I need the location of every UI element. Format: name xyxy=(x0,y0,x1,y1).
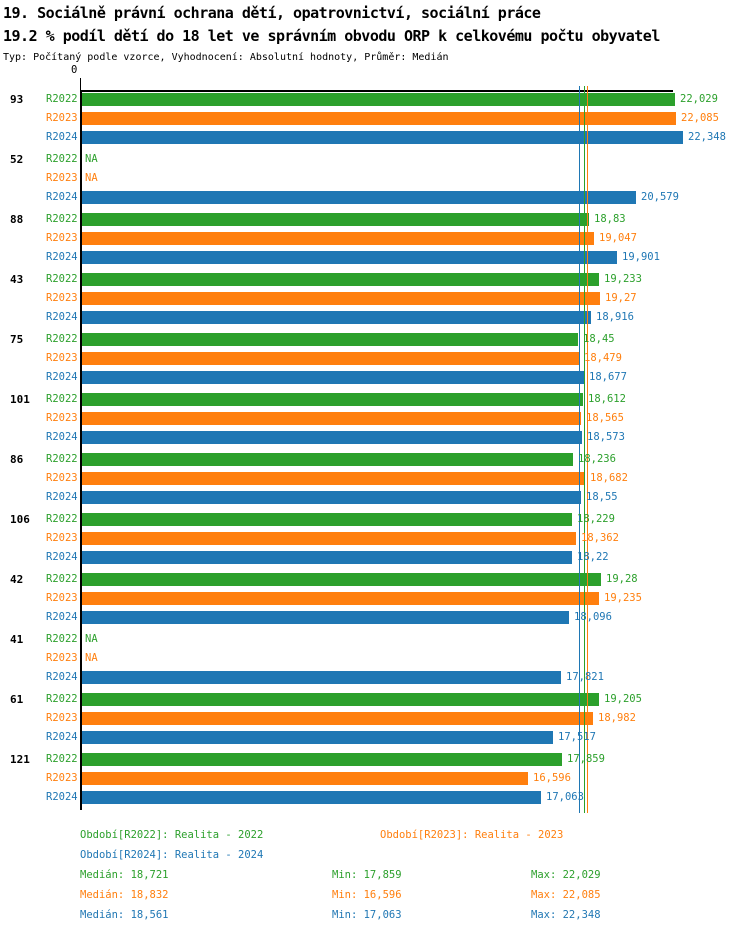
bar-value-label: 22,085 xyxy=(681,112,719,124)
legend-median: Medián: 18,832 xyxy=(80,889,169,901)
group-label: 42 xyxy=(10,573,24,586)
series-row-label: R2024 xyxy=(46,491,78,503)
bar-na-label: NA xyxy=(85,172,98,184)
series-row-label: R2022 xyxy=(46,273,78,285)
bar-value-label: 18,55 xyxy=(586,491,618,503)
bar xyxy=(82,532,576,545)
bar-value-label: 22,348 xyxy=(688,131,726,143)
series-row-label: R2022 xyxy=(46,93,78,105)
bar xyxy=(82,513,572,526)
bar-value-label: 16,596 xyxy=(533,772,571,784)
series-row-label: R2023 xyxy=(46,592,78,604)
bar xyxy=(82,491,581,504)
legend-min: Min: 16,596 xyxy=(332,889,402,901)
bar xyxy=(82,273,599,286)
series-row-label: R2023 xyxy=(46,772,78,784)
group-label: 75 xyxy=(10,333,24,346)
legend-median: Medián: 18,721 xyxy=(80,869,169,881)
bar xyxy=(82,333,578,346)
series-row-label: R2022 xyxy=(46,453,78,465)
series-row-label: R2023 xyxy=(46,172,78,184)
bar-value-label: 17,821 xyxy=(566,671,604,683)
bar xyxy=(82,573,601,586)
median-line xyxy=(587,86,588,813)
bar xyxy=(82,292,600,305)
group-label: 88 xyxy=(10,213,24,226)
series-row-label: R2024 xyxy=(46,611,78,623)
legend-max: Max: 22,085 xyxy=(531,889,601,901)
series-row-label: R2024 xyxy=(46,371,78,383)
legend-period-r2023: Období[R2023]: Realita - 2023 xyxy=(380,829,564,841)
bar xyxy=(82,371,584,384)
series-row-label: R2024 xyxy=(46,191,78,203)
group-label: 61 xyxy=(10,693,24,706)
bar-value-label: 19,047 xyxy=(599,232,637,244)
bar xyxy=(82,791,541,804)
series-row-label: R2022 xyxy=(46,573,78,585)
series-row-label: R2023 xyxy=(46,352,78,364)
group-label: 121 xyxy=(10,753,30,766)
series-row-label: R2023 xyxy=(46,472,78,484)
bar xyxy=(82,213,589,226)
bar-value-label: 19,205 xyxy=(604,693,642,705)
bar-value-label: 19,233 xyxy=(604,273,642,285)
bar-value-label: 18,22 xyxy=(577,551,609,563)
bar xyxy=(82,693,599,706)
series-row-label: R2022 xyxy=(46,333,78,345)
bar xyxy=(82,611,569,624)
bar-na-label: NA xyxy=(85,153,98,165)
legend-max: Max: 22,029 xyxy=(531,869,601,881)
series-row-label: R2024 xyxy=(46,431,78,443)
bar xyxy=(82,412,581,425)
group-label: 86 xyxy=(10,453,24,466)
series-row-label: R2023 xyxy=(46,292,78,304)
bar xyxy=(82,453,573,466)
bar-na-label: NA xyxy=(85,633,98,645)
bar xyxy=(82,431,582,444)
bar xyxy=(82,472,585,485)
bar xyxy=(82,311,591,324)
group-label: 106 xyxy=(10,513,30,526)
bar-value-label: 18,45 xyxy=(583,333,615,345)
bar-value-label: 18,573 xyxy=(587,431,625,443)
bar xyxy=(82,232,594,245)
group-label: 93 xyxy=(10,93,24,106)
bar-value-label: 19,235 xyxy=(604,592,642,604)
bar-value-label: 18,362 xyxy=(581,532,619,544)
legend-min: Min: 17,859 xyxy=(332,869,402,881)
bar-value-label: 18,682 xyxy=(590,472,628,484)
series-row-label: R2024 xyxy=(46,251,78,263)
bar-na-label: NA xyxy=(85,652,98,664)
bar xyxy=(82,191,636,204)
bar-value-label: 18,612 xyxy=(588,393,626,405)
bar xyxy=(82,671,561,684)
bar xyxy=(82,731,553,744)
series-row-label: R2022 xyxy=(46,633,78,645)
group-label: 43 xyxy=(10,273,24,286)
legend-period-r2022: Období[R2022]: Realita - 2022 xyxy=(80,829,264,841)
bar-value-label: 17,517 xyxy=(558,731,596,743)
group-label: 52 xyxy=(10,153,24,166)
bar xyxy=(82,712,593,725)
series-row-label: R2024 xyxy=(46,791,78,803)
series-row-label: R2023 xyxy=(46,412,78,424)
bar xyxy=(82,393,583,406)
series-row-label: R2024 xyxy=(46,131,78,143)
series-row-label: R2023 xyxy=(46,652,78,664)
series-row-label: R2024 xyxy=(46,311,78,323)
series-row-label: R2023 xyxy=(46,712,78,724)
bar xyxy=(82,131,683,144)
x-axis-zero-label: 0 xyxy=(71,64,78,76)
bar-value-label: 19,28 xyxy=(606,573,638,585)
legend-period-r2024: Období[R2024]: Realita - 2024 xyxy=(80,849,264,861)
chart-title-line1: 19. Sociálně právní ochrana dětí, opatrovnictví, sociální práce xyxy=(3,4,541,22)
bar-value-label: 18,096 xyxy=(574,611,612,623)
median-line xyxy=(579,86,580,813)
series-row-label: R2023 xyxy=(46,232,78,244)
bar-value-label: 18,982 xyxy=(598,712,636,724)
bar-value-label: 19,27 xyxy=(605,292,637,304)
series-row-label: R2024 xyxy=(46,551,78,563)
series-row-label: R2023 xyxy=(46,112,78,124)
bar xyxy=(82,753,562,766)
bar-value-label: 20,579 xyxy=(641,191,679,203)
series-row-label: R2022 xyxy=(46,393,78,405)
bar-value-label: 18,677 xyxy=(589,371,627,383)
bar-value-label: 19,901 xyxy=(622,251,660,263)
series-row-label: R2023 xyxy=(46,532,78,544)
legend-max: Max: 22,348 xyxy=(531,909,601,921)
bar-value-label: 18,916 xyxy=(596,311,634,323)
bar-value-label: 18,479 xyxy=(584,352,622,364)
bar-value-label: 22,029 xyxy=(680,93,718,105)
bar xyxy=(82,772,528,785)
bar-value-label: 18,229 xyxy=(577,513,615,525)
group-label: 41 xyxy=(10,633,24,646)
bar-value-label: 18,83 xyxy=(594,213,626,225)
series-row-label: R2024 xyxy=(46,731,78,743)
bar xyxy=(82,592,599,605)
series-row-label: R2022 xyxy=(46,213,78,225)
bar xyxy=(82,251,617,264)
bar-value-label: 17,859 xyxy=(567,753,605,765)
bar-value-label: 18,236 xyxy=(578,453,616,465)
bar xyxy=(82,352,579,365)
series-row-label: R2022 xyxy=(46,753,78,765)
series-row-label: R2024 xyxy=(46,671,78,683)
series-row-label: R2022 xyxy=(46,153,78,165)
median-line xyxy=(584,86,585,813)
bar-value-label: 17,063 xyxy=(546,791,584,803)
series-row-label: R2022 xyxy=(46,693,78,705)
chart-title-line2: 19.2 % podíl dětí do 18 let ve správním obvodu ORP k celkovému počtu obyvatel xyxy=(3,27,660,45)
bar xyxy=(82,551,572,564)
bar-value-label: 18,565 xyxy=(586,412,624,424)
legend-median: Medián: 18,561 xyxy=(80,909,169,921)
group-label: 101 xyxy=(10,393,30,406)
series-row-label: R2022 xyxy=(46,513,78,525)
chart-subtitle: Typ: Počítaný podle vzorce, Vyhodnocení: Absolutní hodnoty, Průměr: Medián xyxy=(3,52,449,63)
legend-min: Min: 17,063 xyxy=(332,909,402,921)
